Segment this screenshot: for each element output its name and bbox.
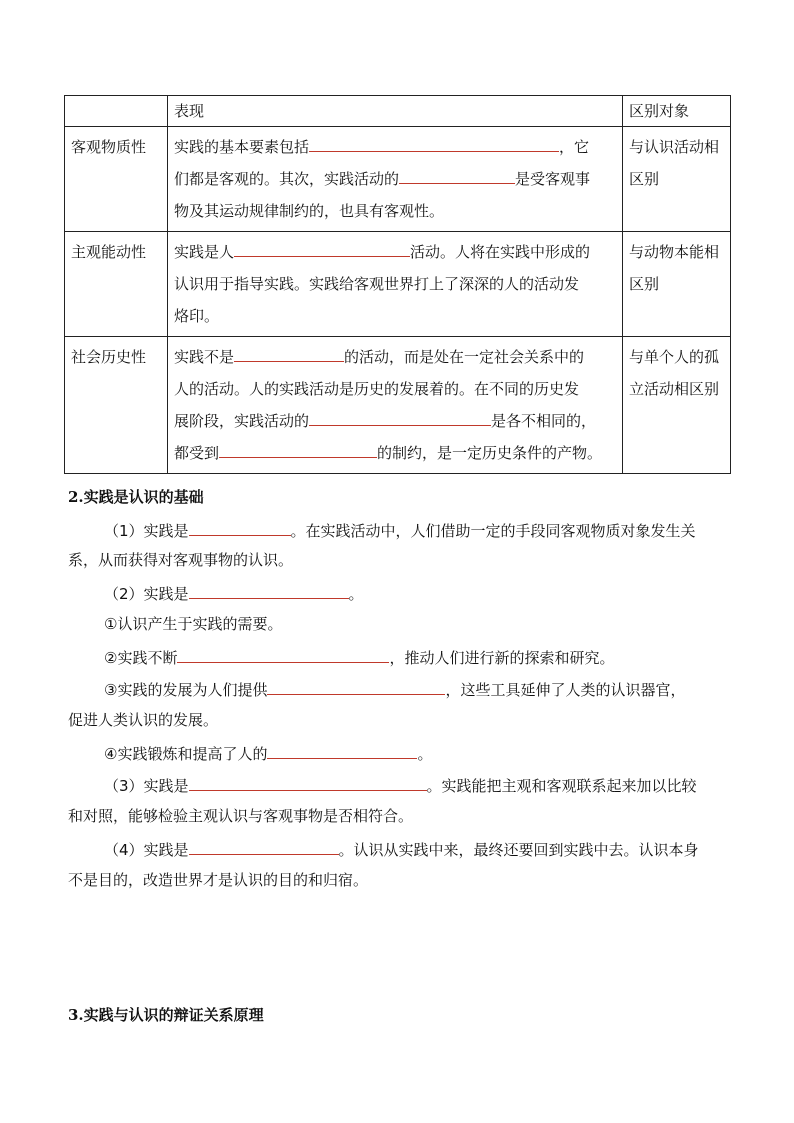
- text: ，推动人们进行新的探索和研究。: [389, 649, 615, 667]
- text: 是受客观事: [515, 170, 591, 188]
- text: 的活动，而是处在一定社会关系中的: [344, 348, 585, 366]
- text: ，这些工具延伸了人类的认识器官，: [445, 681, 686, 699]
- paragraph: [68, 838, 764, 860]
- text: ④实践锻炼和提高了人的: [104, 745, 268, 763]
- fill-blank[interactable]: [189, 774, 427, 791]
- paragraph: [68, 678, 764, 700]
- fill-blank[interactable]: [219, 441, 377, 458]
- row-content: [168, 127, 623, 232]
- section-2-title: 2.实践是认识的基础: [68, 488, 204, 506]
- text: 展阶段，实践活动的: [174, 412, 310, 430]
- fill-blank[interactable]: [189, 838, 339, 855]
- text: ，它: [559, 138, 590, 156]
- table-row: [65, 232, 731, 337]
- text: 活动。人将在实践中形成的: [410, 243, 591, 261]
- table-row: [65, 127, 731, 232]
- comparison-table: [64, 95, 731, 474]
- header-difference: 区别对象: [623, 96, 731, 127]
- header-performance: 表现: [168, 96, 623, 127]
- text: ②实践不断: [104, 649, 178, 667]
- text: 认识用于指导实践。实践给客观世界打上了深深的人的活动发: [174, 275, 580, 293]
- paragraph: [68, 582, 764, 604]
- text: 的制约，是一定历史条件的产物。: [377, 444, 603, 462]
- section-3-title: 3.实践与认识的辩证关系原理: [68, 1006, 264, 1024]
- row-name: 社会历史性: [65, 337, 168, 474]
- text: 。实践能把主观和客观联系起来加以比较: [426, 777, 697, 795]
- fill-blank[interactable]: [234, 240, 410, 257]
- fill-blank[interactable]: [267, 742, 417, 759]
- row-name: 主观能动性: [65, 232, 168, 337]
- header-empty: [65, 96, 168, 127]
- text: （3）实践是: [104, 777, 189, 795]
- text: ③实践的发展为人们提供: [104, 681, 268, 699]
- text: 物及其运动规律制约的，也具有客观性。: [174, 202, 445, 220]
- fill-blank[interactable]: [399, 167, 515, 184]
- row-difference: 与单个人的孤立活动相区别: [623, 337, 731, 474]
- text: 们都是客观的。其次，实践活动的: [174, 170, 400, 188]
- text: （1）实践是: [104, 522, 189, 540]
- table-header-row: [65, 96, 731, 127]
- text: 实践是人: [174, 243, 235, 261]
- row-difference: 与认识活动相区别: [623, 127, 731, 232]
- paragraph: [68, 646, 764, 668]
- paragraph: 和对照，能够检验主观认识与客观事物是否相符合。: [68, 807, 414, 825]
- paragraph: 不是目的，改造世界才是认识的目的和归宿。: [68, 871, 369, 889]
- text: 实践的基本要素包括: [174, 138, 310, 156]
- text: 。: [417, 745, 433, 763]
- paragraph: 系，从而获得对客观事物的认识。: [68, 551, 294, 569]
- text: 。在实践活动中，人们借助一定的手段同客观物质对象发生关: [290, 522, 696, 540]
- row-difference: 与动物本能相区别: [623, 232, 731, 337]
- text: 。: [348, 585, 364, 603]
- paragraph: [68, 774, 764, 796]
- fill-blank[interactable]: [189, 519, 291, 536]
- row-content: [168, 337, 623, 474]
- text: 是各不相同的，: [491, 412, 597, 430]
- text: 烙印。: [174, 307, 220, 325]
- text: （2）实践是: [104, 585, 189, 603]
- row-content: [168, 232, 623, 337]
- paragraph: [68, 519, 764, 541]
- fill-blank[interactable]: [267, 678, 445, 695]
- fill-blank[interactable]: [309, 409, 491, 426]
- paragraph: ①认识产生于实践的需要。: [104, 615, 283, 633]
- table-row: [65, 337, 731, 474]
- text: （4）实践是: [104, 841, 189, 859]
- fill-blank[interactable]: [309, 135, 559, 152]
- row-name: 客观物质性: [65, 127, 168, 232]
- paragraph: [68, 742, 764, 764]
- text: 人的活动。人的实践活动是历史的发展着的。在不同的历史发: [174, 380, 580, 398]
- fill-blank[interactable]: [234, 345, 344, 362]
- text: 实践不是: [174, 348, 235, 366]
- text: 都受到: [174, 444, 220, 462]
- paragraph: 促进人类认识的发展。: [68, 711, 219, 729]
- fill-blank[interactable]: [177, 646, 389, 663]
- text: 。认识从实践中来，最终还要回到实践中去。认识本身: [338, 841, 699, 859]
- fill-blank[interactable]: [189, 582, 349, 599]
